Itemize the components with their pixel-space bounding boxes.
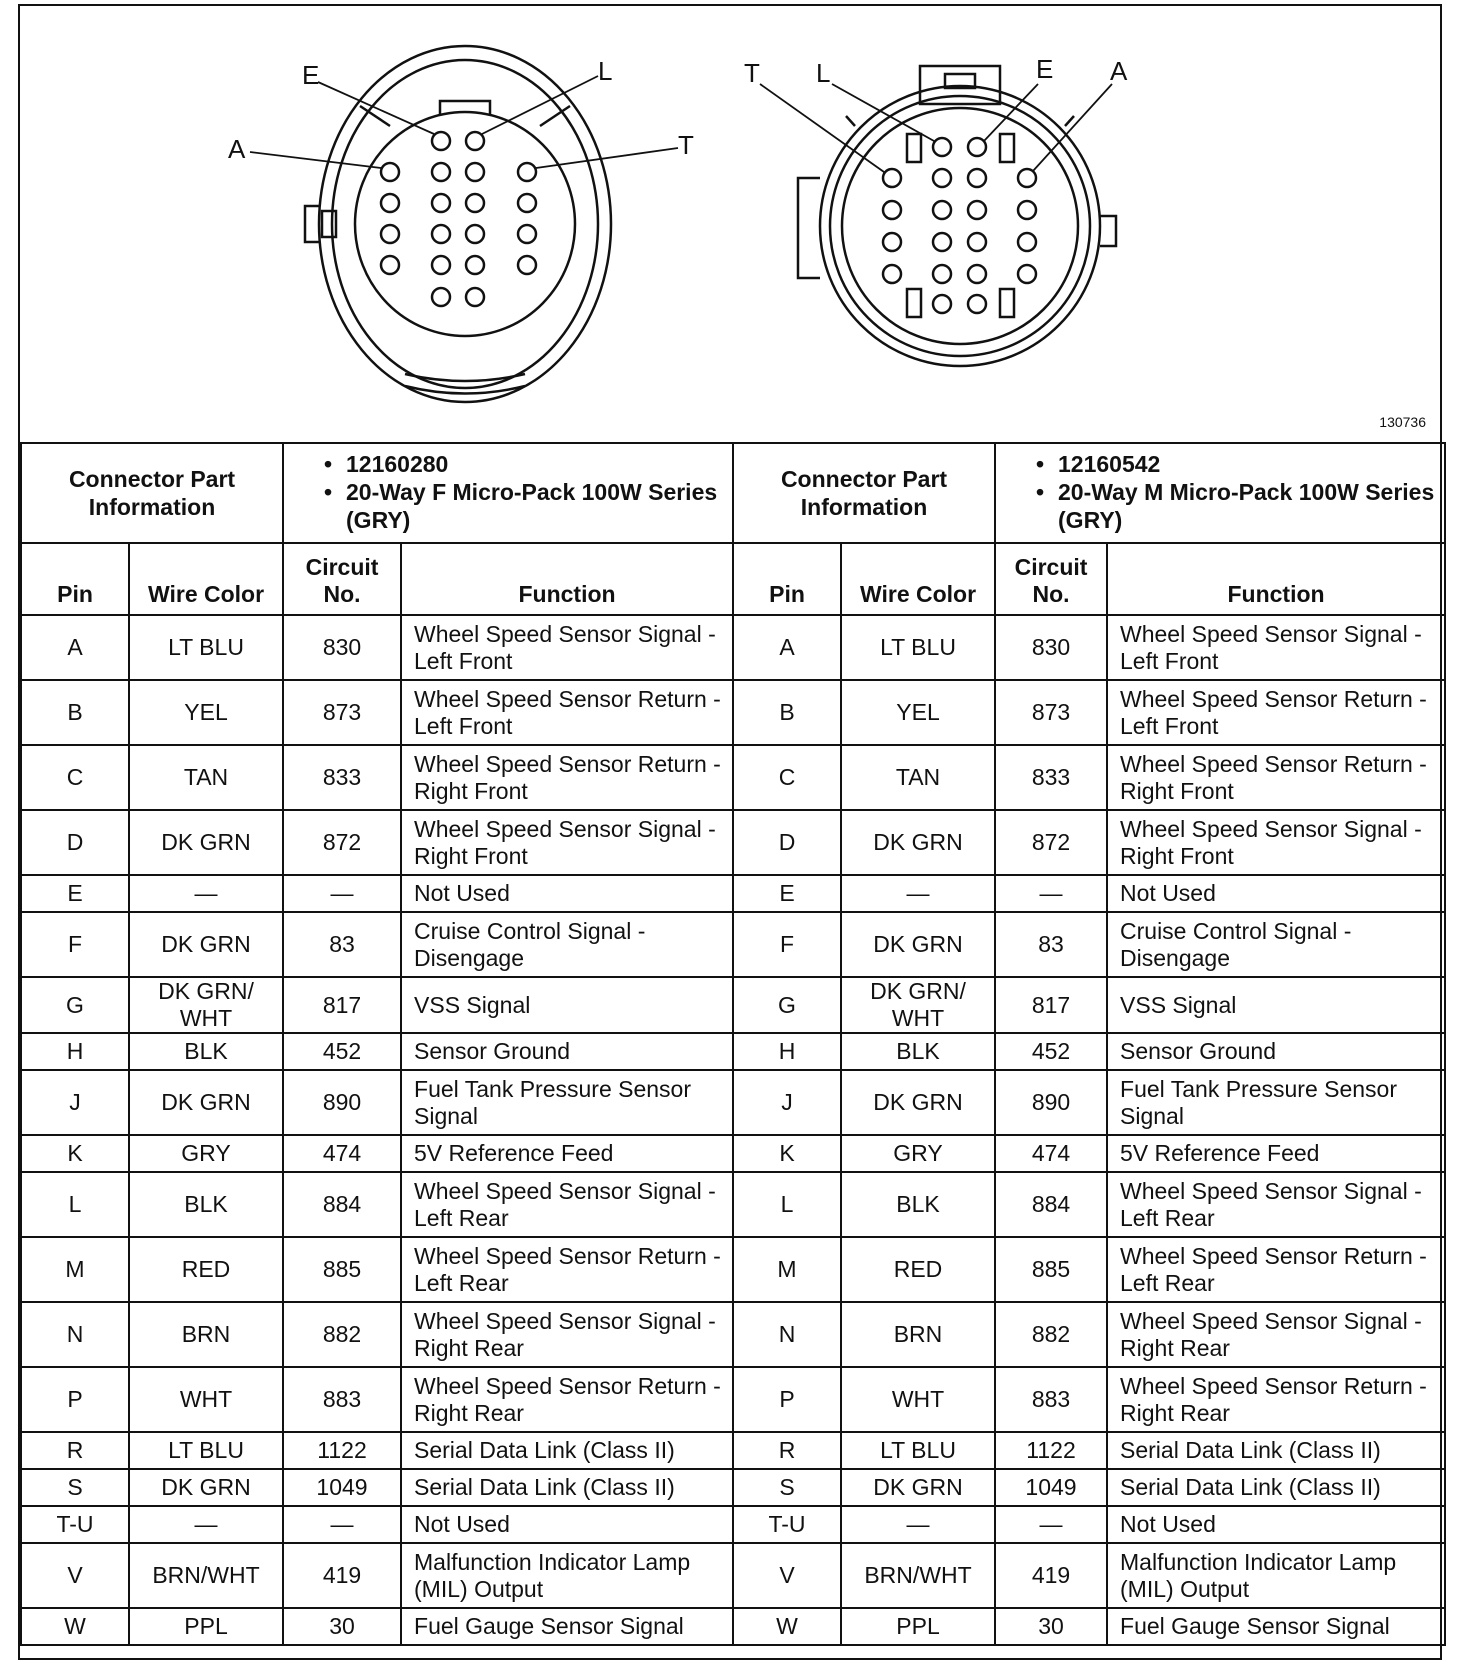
pin-cell: L	[21, 1172, 129, 1237]
wire-color-cell: LT BLU	[129, 615, 283, 680]
circuit-no-cell: 882	[995, 1302, 1107, 1367]
function-cell: Not Used	[401, 1506, 733, 1543]
table-row	[733, 1237, 1445, 1302]
wire-color-cell: YEL	[129, 680, 283, 745]
wire-color-cell: DK GRN	[841, 1469, 995, 1506]
circuit-no-cell: 83	[283, 912, 401, 977]
function-cell: Wheel Speed Sensor Signal - Right Front	[1107, 810, 1445, 875]
circuit-no-cell: 1122	[995, 1432, 1107, 1469]
male-pin-cavities	[883, 134, 1036, 317]
function-cell: Sensor Ground	[1107, 1033, 1445, 1070]
function-cell: Cruise Control Signal - Disengage	[1107, 912, 1445, 977]
function-header: Function	[401, 543, 733, 615]
table-row	[21, 1432, 733, 1469]
pin-cell: M	[21, 1237, 129, 1302]
table-row	[733, 1506, 1445, 1543]
table-row	[21, 810, 733, 875]
table-row	[733, 1469, 1445, 1506]
wire-color-cell: —	[841, 875, 995, 912]
connector-description: • 20-Way M Micro-Pack 100W Series (GRY)	[1036, 478, 1444, 534]
wire-color-cell: RED	[841, 1237, 995, 1302]
wire-color-cell: BRN	[841, 1302, 995, 1367]
pin-cell: L	[733, 1172, 841, 1237]
table-row	[21, 1172, 733, 1237]
connector-part-info-label: Connector Part Information	[21, 443, 283, 543]
table-row	[733, 875, 1445, 912]
circuit-no-cell: 882	[283, 1302, 401, 1367]
wire-color-cell: DK GRN	[129, 810, 283, 875]
table-row	[733, 1135, 1445, 1172]
pin-cell: B	[21, 680, 129, 745]
male-pin-labels	[744, 54, 1128, 88]
pin-cell: G	[21, 977, 129, 1033]
function-cell: Cruise Control Signal - Disengage	[401, 912, 733, 977]
wire-color-cell: RED	[129, 1237, 283, 1302]
function-cell: Malfunction Indicator Lamp (MIL) Output	[1107, 1543, 1445, 1608]
connector-description: • 20-Way F Micro-Pack 100W Series (GRY)	[324, 478, 732, 534]
female-pin-rows	[21, 615, 733, 1645]
female-pin-labels	[228, 56, 694, 164]
pin-cell: D	[733, 810, 841, 875]
pin-cell: P	[733, 1367, 841, 1432]
wire-color-cell: WHT	[129, 1367, 283, 1432]
function-cell: Wheel Speed Sensor Return - Right Front	[401, 745, 733, 810]
table-row	[21, 615, 733, 680]
pin-cell: K	[733, 1135, 841, 1172]
function-cell: Sensor Ground	[401, 1033, 733, 1070]
pin-cell: C	[21, 745, 129, 810]
pin-cell: J	[733, 1070, 841, 1135]
function-cell: Fuel Tank Pressure Sensor Signal	[1107, 1070, 1445, 1135]
circuit-no-cell: 872	[283, 810, 401, 875]
table-row	[21, 1543, 733, 1608]
part-number: • 12160542	[1036, 450, 1444, 478]
wire-color-cell: DK GRN	[841, 912, 995, 977]
table-row	[21, 680, 733, 745]
function-cell: Wheel Speed Sensor Return - Left Rear	[401, 1237, 733, 1302]
table-row	[733, 680, 1445, 745]
function-cell: Wheel Speed Sensor Signal - Right Front	[401, 810, 733, 875]
circuit-no-cell: 883	[995, 1367, 1107, 1432]
circuit-no-cell: 1049	[283, 1469, 401, 1506]
function-cell: Serial Data Link (Class II)	[401, 1432, 733, 1469]
circuit-no-cell: 883	[283, 1367, 401, 1432]
circuit-no-cell: 830	[283, 615, 401, 680]
circuit-no-cell: —	[995, 875, 1107, 912]
pin-cell: C	[733, 745, 841, 810]
female-label-e: E	[302, 60, 320, 90]
table-row	[21, 1608, 733, 1645]
circuit-no-cell: 474	[283, 1135, 401, 1172]
female-connector-info-table	[20, 442, 734, 1646]
wire-color-cell: —	[129, 1506, 283, 1543]
circuit-no-cell: 1049	[995, 1469, 1107, 1506]
function-cell: Not Used	[1107, 875, 1445, 912]
wire-color-header: Wire Color	[841, 543, 995, 615]
circuit-no-cell: 884	[283, 1172, 401, 1237]
pin-cell: S	[21, 1469, 129, 1506]
function-cell: Wheel Speed Sensor Signal - Left Front	[401, 615, 733, 680]
circuit-no-cell: —	[995, 1506, 1107, 1543]
female-connector-table-section	[20, 442, 732, 1646]
pin-cell: J	[21, 1070, 129, 1135]
wire-color-cell: DK GRN/ WHT	[841, 977, 995, 1033]
male-label-e: E	[1036, 54, 1054, 84]
male-connector-face	[798, 66, 1116, 366]
pin-cell: W	[733, 1608, 841, 1645]
pin-cell: N	[733, 1302, 841, 1367]
circuit-no-cell: 830	[995, 615, 1107, 680]
circuit-no-cell: 833	[995, 745, 1107, 810]
wire-color-cell: GRY	[129, 1135, 283, 1172]
function-cell: Wheel Speed Sensor Return - Left Front	[401, 680, 733, 745]
wire-color-cell: TAN	[129, 745, 283, 810]
function-cell: Wheel Speed Sensor Signal - Left Front	[1107, 615, 1445, 680]
circuit-no-cell: 452	[283, 1033, 401, 1070]
female-label-a: A	[228, 134, 246, 164]
pin-cell: W	[21, 1608, 129, 1645]
wire-color-cell: BLK	[841, 1172, 995, 1237]
pin-cell: H	[733, 1033, 841, 1070]
circuit-no-header: Circuit No.	[995, 543, 1107, 615]
circuit-no-cell: 884	[995, 1172, 1107, 1237]
pin-cell: F	[733, 912, 841, 977]
function-cell: Serial Data Link (Class II)	[1107, 1469, 1445, 1506]
table-row	[733, 1367, 1445, 1432]
wire-color-cell: DK GRN	[129, 1070, 283, 1135]
connector-part-info-label: Connector Part Information	[733, 443, 995, 543]
male-label-t: T	[744, 58, 760, 88]
circuit-no-cell: —	[283, 1506, 401, 1543]
function-cell: Fuel Gauge Sensor Signal	[1107, 1608, 1445, 1645]
pin-cell: A	[733, 615, 841, 680]
circuit-no-cell: 885	[283, 1237, 401, 1302]
circuit-no-cell: 817	[995, 977, 1107, 1033]
table-row	[21, 1367, 733, 1432]
circuit-no-cell: 890	[995, 1070, 1107, 1135]
pin-cell: V	[733, 1543, 841, 1608]
wire-color-cell: BRN/WHT	[129, 1543, 283, 1608]
function-cell: Wheel Speed Sensor Return - Left Front	[1107, 680, 1445, 745]
female-label-l: L	[598, 56, 613, 86]
wire-color-cell: DK GRN	[129, 912, 283, 977]
wire-color-cell: —	[841, 1506, 995, 1543]
table-row	[21, 1469, 733, 1506]
wire-color-cell: LT BLU	[841, 1432, 995, 1469]
pin-cell: F	[21, 912, 129, 977]
pin-cell: E	[21, 875, 129, 912]
pin-cell: K	[21, 1135, 129, 1172]
wire-color-cell: LT BLU	[129, 1432, 283, 1469]
table-row	[733, 1432, 1445, 1469]
pin-cell: T-U	[21, 1506, 129, 1543]
connector-part-info-list	[283, 443, 733, 543]
wire-color-cell: YEL	[841, 680, 995, 745]
table-row	[733, 810, 1445, 875]
wire-color-cell: TAN	[841, 745, 995, 810]
function-cell: Wheel Speed Sensor Signal - Right Rear	[401, 1302, 733, 1367]
pin-cell: E	[733, 875, 841, 912]
table-row	[21, 1302, 733, 1367]
function-cell: Wheel Speed Sensor Return - Right Rear	[401, 1367, 733, 1432]
female-pin-cavities	[381, 132, 536, 306]
pin-cell: A	[21, 615, 129, 680]
function-cell: VSS Signal	[401, 977, 733, 1033]
circuit-no-cell: 30	[283, 1608, 401, 1645]
circuit-no-cell: 419	[995, 1543, 1107, 1608]
wire-color-cell: BLK	[129, 1172, 283, 1237]
wire-color-cell: WHT	[841, 1367, 995, 1432]
function-cell: 5V Reference Feed	[401, 1135, 733, 1172]
pin-cell: M	[733, 1237, 841, 1302]
function-cell: Not Used	[1107, 1506, 1445, 1543]
female-label-t: T	[678, 130, 694, 160]
function-cell: Fuel Tank Pressure Sensor Signal	[401, 1070, 733, 1135]
function-cell: Wheel Speed Sensor Signal - Right Rear	[1107, 1302, 1445, 1367]
table-row	[21, 1506, 733, 1543]
table-row	[733, 1608, 1445, 1645]
circuit-no-cell: 452	[995, 1033, 1107, 1070]
function-cell: Wheel Speed Sensor Signal - Left Rear	[401, 1172, 733, 1237]
male-label-a: A	[1110, 56, 1128, 86]
wire-color-cell: DK GRN	[841, 1070, 995, 1135]
table-row	[21, 1070, 733, 1135]
wire-color-cell: BRN/WHT	[841, 1543, 995, 1608]
male-connector-table-section	[732, 442, 1444, 1646]
figure-id: 130736	[1379, 414, 1426, 430]
table-row	[733, 912, 1445, 977]
pin-cell: B	[733, 680, 841, 745]
pin-cell: R	[21, 1432, 129, 1469]
male-label-l: L	[816, 58, 831, 88]
connector-face-views	[20, 6, 1440, 442]
wire-color-cell: DK GRN	[129, 1469, 283, 1506]
table-row	[21, 977, 733, 1033]
circuit-no-cell: 474	[995, 1135, 1107, 1172]
function-cell: Fuel Gauge Sensor Signal	[401, 1608, 733, 1645]
table-row	[733, 977, 1445, 1033]
wire-color-cell: BLK	[841, 1033, 995, 1070]
wire-color-cell: DK GRN	[841, 810, 995, 875]
connector-sheet	[18, 4, 1442, 1660]
table-row	[733, 1172, 1445, 1237]
function-cell: Serial Data Link (Class II)	[1107, 1432, 1445, 1469]
pin-cell: T-U	[733, 1506, 841, 1543]
wire-color-cell: PPL	[841, 1608, 995, 1645]
function-cell: Serial Data Link (Class II)	[401, 1469, 733, 1506]
connector-diagram	[20, 6, 1440, 442]
table-row	[733, 1033, 1445, 1070]
function-cell: Wheel Speed Sensor Return - Right Rear	[1107, 1367, 1445, 1432]
circuit-no-cell: 872	[995, 810, 1107, 875]
table-row	[733, 1070, 1445, 1135]
pin-cell: H	[21, 1033, 129, 1070]
pin-cell: P	[21, 1367, 129, 1432]
wire-color-cell: DK GRN/ WHT	[129, 977, 283, 1033]
wire-color-cell: PPL	[129, 1608, 283, 1645]
table-row	[21, 875, 733, 912]
male-pin-rows	[733, 615, 1445, 1645]
circuit-no-cell: 873	[283, 680, 401, 745]
circuit-no-cell: 890	[283, 1070, 401, 1135]
part-number: • 12160280	[324, 450, 732, 478]
pin-cell: V	[21, 1543, 129, 1608]
circuit-no-cell: 817	[283, 977, 401, 1033]
pin-header: Pin	[21, 543, 129, 615]
male-connector-info-table	[732, 442, 1446, 1646]
table-row	[733, 1543, 1445, 1608]
pin-cell: D	[21, 810, 129, 875]
connector-part-info-list	[995, 443, 1445, 543]
table-row	[21, 745, 733, 810]
table-row	[21, 912, 733, 977]
pin-cell: R	[733, 1432, 841, 1469]
table-row	[21, 1033, 733, 1070]
circuit-no-cell: 419	[283, 1543, 401, 1608]
wire-color-cell: GRY	[841, 1135, 995, 1172]
wire-color-cell: —	[129, 875, 283, 912]
female-connector-face	[305, 46, 611, 402]
circuit-no-cell: 833	[283, 745, 401, 810]
table-row	[21, 1135, 733, 1172]
wire-color-cell: LT BLU	[841, 615, 995, 680]
circuit-no-header: Circuit No.	[283, 543, 401, 615]
table-row	[733, 615, 1445, 680]
pin-header: Pin	[733, 543, 841, 615]
circuit-no-cell: —	[283, 875, 401, 912]
table-row	[733, 1302, 1445, 1367]
wire-color-cell: BRN	[129, 1302, 283, 1367]
function-cell: Malfunction Indicator Lamp (MIL) Output	[401, 1543, 733, 1608]
pin-cell: G	[733, 977, 841, 1033]
wire-color-cell: BLK	[129, 1033, 283, 1070]
circuit-no-cell: 873	[995, 680, 1107, 745]
circuit-no-cell: 83	[995, 912, 1107, 977]
function-cell: Wheel Speed Sensor Return - Right Front	[1107, 745, 1445, 810]
function-header: Function	[1107, 543, 1445, 615]
wire-color-header: Wire Color	[129, 543, 283, 615]
circuit-no-cell: 885	[995, 1237, 1107, 1302]
function-cell: VSS Signal	[1107, 977, 1445, 1033]
function-cell: Wheel Speed Sensor Signal - Left Rear	[1107, 1172, 1445, 1237]
table-row	[21, 1237, 733, 1302]
function-cell: Wheel Speed Sensor Return - Left Rear	[1107, 1237, 1445, 1302]
function-cell: Not Used	[401, 875, 733, 912]
pin-cell: N	[21, 1302, 129, 1367]
table-row	[733, 745, 1445, 810]
circuit-no-cell: 1122	[283, 1432, 401, 1469]
circuit-no-cell: 30	[995, 1608, 1107, 1645]
pin-cell: S	[733, 1469, 841, 1506]
function-cell: 5V Reference Feed	[1107, 1135, 1445, 1172]
